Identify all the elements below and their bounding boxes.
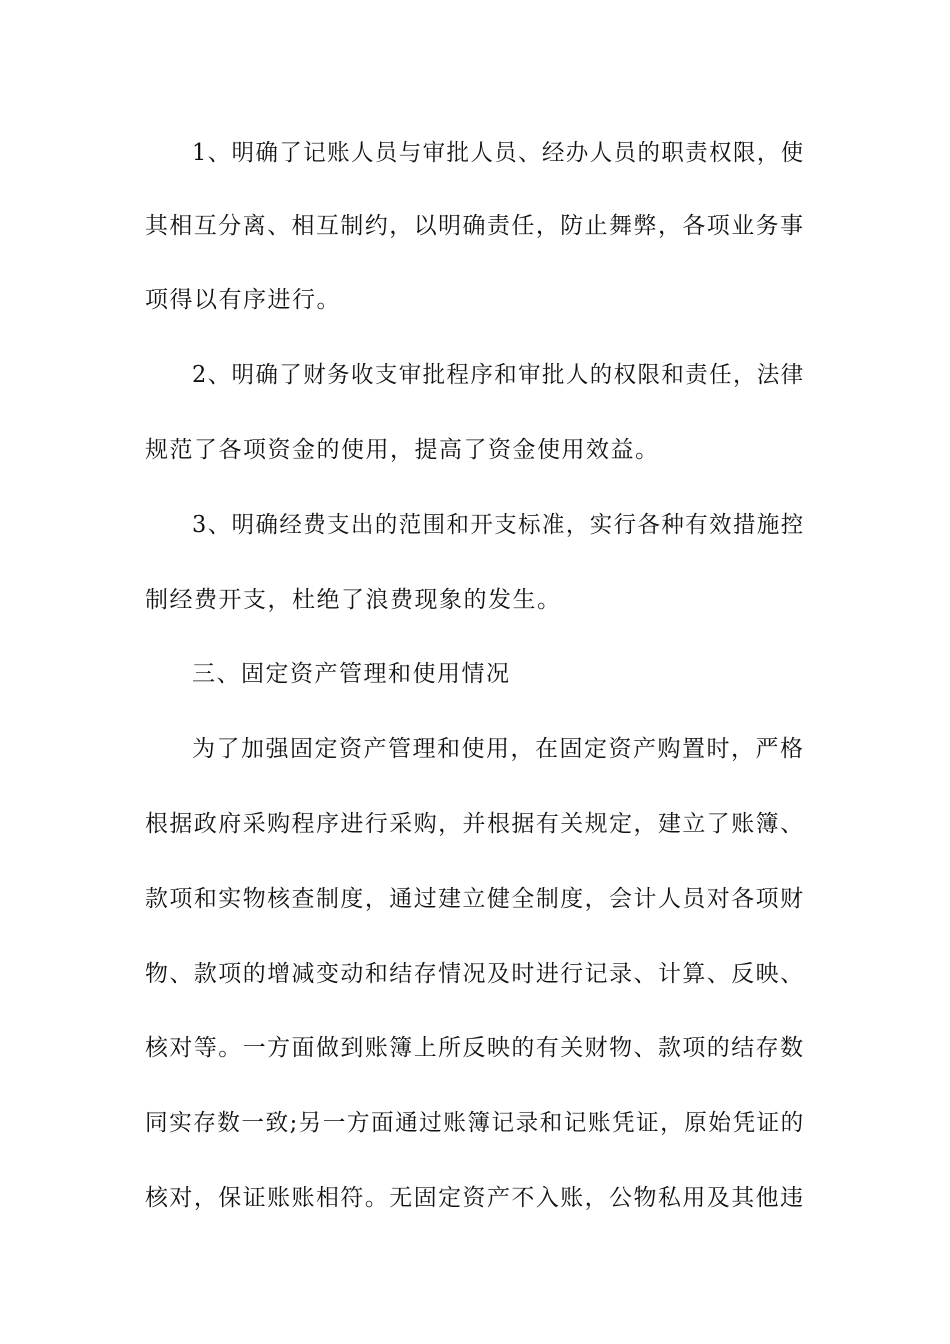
text-line: 核对，保证账账相符。无固定资产不入账，公物私用及其他违 <box>145 1185 805 1211</box>
text-line: 1、明确了记账人员与审批人员、经办人员的职责权限，使 <box>192 140 805 166</box>
text-line: 同实存数一致;另一方面通过账簿记录和记账凭证，原始凭证的 <box>145 1110 805 1136</box>
text-line: 根据政府采购程序进行采购，并根据有关规定，建立了账簿、 <box>145 811 805 837</box>
text-line: 3、明确经费支出的范围和开支标准，实行各种有效措施控 <box>192 512 805 538</box>
text-line: 制经费开支，杜绝了浪费现象的发生。 <box>145 587 562 613</box>
text-line: 规范了各项资金的使用，提高了资金使用效益。 <box>145 437 660 463</box>
text-line: 项得以有序进行。 <box>145 287 341 313</box>
text-line: 款项和实物核查制度，通过建立健全制度，会计人员对各项财 <box>145 886 805 912</box>
section-heading: 三、固定资产管理和使用情况 <box>192 661 511 687</box>
text-line: 物、款项的增减变动和结存情况及时进行记录、计算、反映、 <box>145 961 805 987</box>
text-line: 其相互分离、相互制约，以明确责任，防止舞弊，各项业务事 <box>145 213 805 239</box>
text-line: 为了加强固定资产管理和使用，在固定资产购置时，严格 <box>192 736 805 762</box>
text-line: 2、明确了财务收支审批程序和审批人的权限和责任，法律 <box>192 362 805 388</box>
text-line: 核对等。一方面做到账簿上所反映的有关财物、款项的结存数 <box>145 1035 805 1061</box>
